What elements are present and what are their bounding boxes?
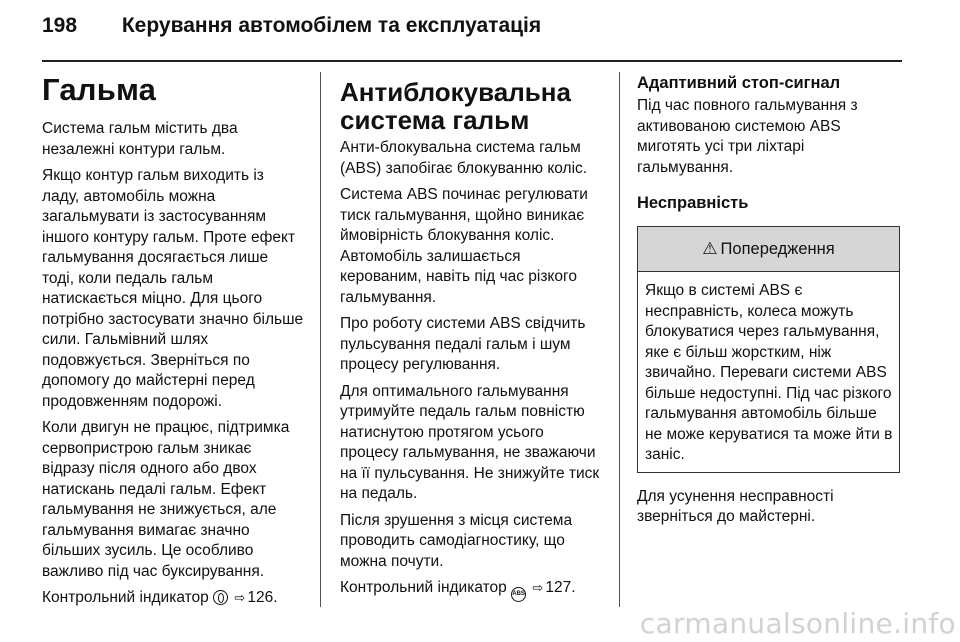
brakes-heading: Гальма [42, 72, 157, 107]
paragraph: Анти-блокувальна система гальм (ABS) запобігає блокуванню коліс. [340, 139, 588, 177]
abs-icon: ABS [511, 587, 526, 602]
warning-box [637, 226, 900, 473]
adaptive-brake-light-heading: Адаптивний стоп-сигнал [637, 74, 841, 92]
paragraph: Система ABS починає регулювати тиск гальмування, щойно виникає ймовірність блокування коліс. Автомобіль залишається керованим, навіть під час різкого гальмування. [340, 186, 588, 306]
page-ref-number[interactable]: 127. [545, 579, 576, 596]
paragraph: Для оптимального гальмування утримуйте педаль гальм повністю натиснутою протягом усього процесу гальмування, не зважаючи на її пульсування. Не знижуйте тиск на педаль. [340, 382, 600, 502]
warning-title: Попередження [720, 240, 835, 258]
column-divider [619, 72, 620, 607]
page-ref-arrow-icon: ⇨ [532, 580, 544, 595]
page-ref-arrow-icon: ⇨ [234, 590, 246, 605]
paragraph: Для усунення несправності зверніться до майстерні. [637, 487, 834, 525]
warning-body [638, 272, 899, 472]
indicator-reference: Контрольний індикатор ⇨ 126. [42, 588, 304, 609]
column-brake-light [637, 72, 900, 534]
column-divider [320, 72, 321, 607]
paragraph: Після зрушення з місця система проводить самодіагностику, що можна почути. [340, 511, 573, 570]
warning-text: Якщо в системі ABS є несправність, колеса можуть блокуватися через гальмування, яке є більш жорстким, ніж звичайно. Переваги системи ABS більше недоступні. Під час різкого гальмування автомобіль більше не може керуватися та може йти в заніс. [645, 282, 893, 463]
paragraph: Система гальм містить два незалежні контури гальм. [42, 120, 238, 158]
paragraph: Під час повного гальмування з активованою системою ABS миготять усі три ліхтарі гальмування. [637, 97, 858, 176]
brake-warning-icon [213, 590, 228, 605]
paragraph: Якщо контур гальм виходить із ладу, автомобіль можна загальмувати із застосуванням іншого контуру гальм. Проте ефект гальмування досягається лише тоді, коли педаль гальм натискається міцно. Для цього потрібно застосувати значно більше сили. Гальмівний шлях подовжується. Зверніться по допомогу до майстерні перед продовженням подорожі. [42, 167, 304, 410]
paragraph: Про роботу системи ABS свідчить пульсування педалі гальм і шум процесу регулювання. [340, 315, 586, 373]
page-header [42, 14, 541, 44]
paragraph: Коли двигун не працює, підтримка сервопристрою гальм зникає відразу після одного або двох натискань педалі гальм. Ефект гальмування не знижується, але гальмування вимагає значно більших зусиль. Це особливо важливо під час буксирування. [42, 419, 290, 580]
watermark: carmanualsonline.info [639, 607, 956, 640]
fault-heading: Несправність [637, 194, 749, 212]
column-abs [340, 72, 604, 608]
indicator-reference: Контрольний індикатор ABS ⇨ 127. [340, 578, 604, 602]
warning-triangle-icon: ⚠ [702, 239, 718, 258]
warning-header [638, 227, 899, 272]
page-ref-number[interactable]: 126. [247, 589, 278, 606]
section-title: Керування автомобілем та експлуатація [121, 14, 542, 37]
header-divider [42, 60, 902, 62]
page-number: 198 [42, 14, 78, 37]
column-brakes [42, 72, 304, 615]
abs-heading: Антиблокувальна система гальм [340, 77, 571, 135]
